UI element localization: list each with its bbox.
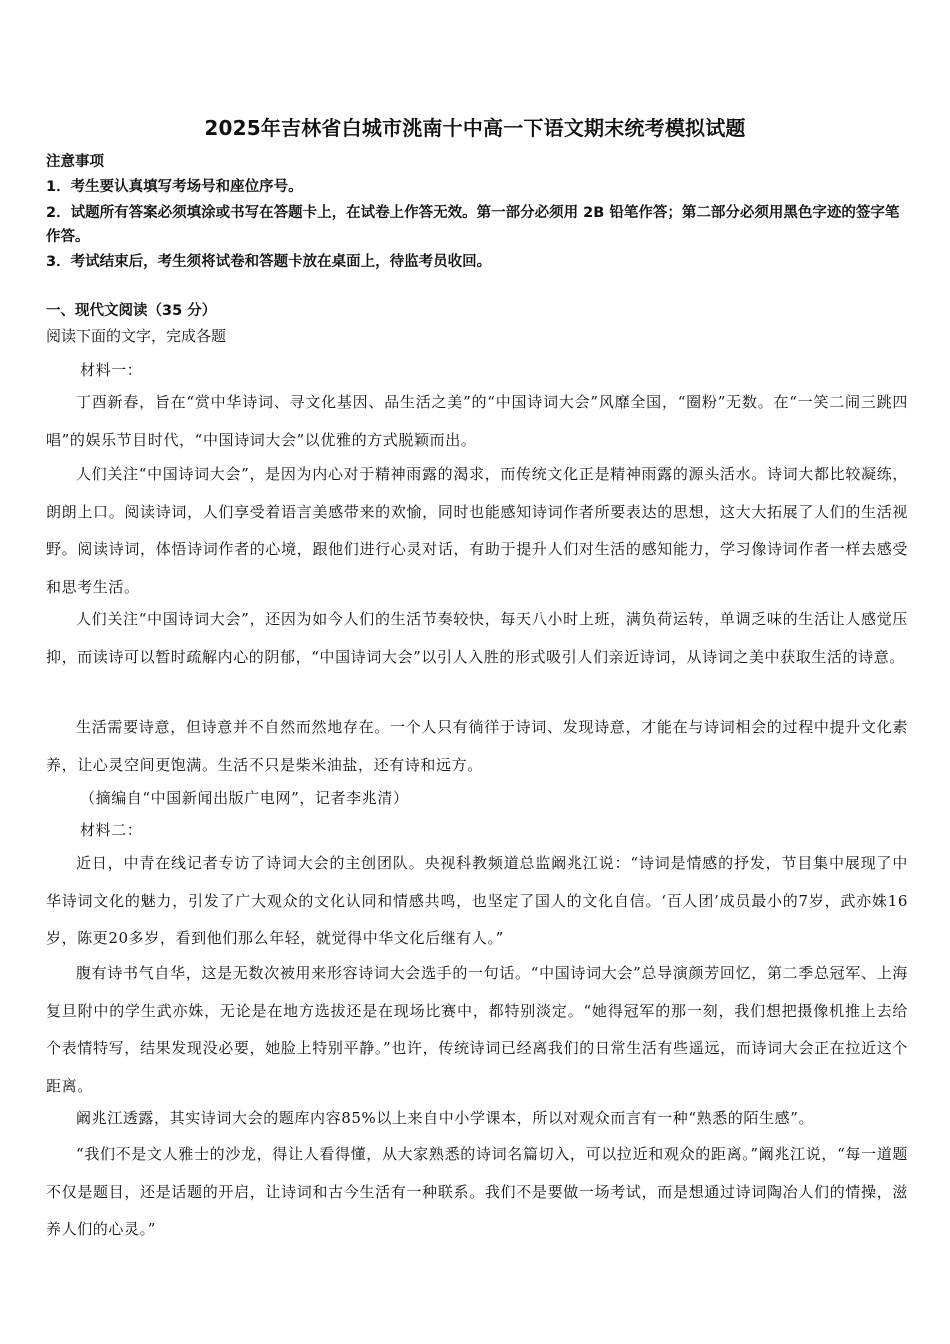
material-2-paragraph: 阚兆江透露，其实诗词大会的题库内容85%以上来自中小学课本，所以对观众而言有一种“熟悉的陌生感”。: [76, 1109, 815, 1127]
material-1-paragraph: 人们关注“中国诗词大会”，是因为内心对于精神雨露的渴求，而传统文化正是精神雨露的源头活水。诗词大都比较凝练，朗朗上口。阅读诗词，人们享受着语言美感带来的欢愉，同时也能感知诗词作者所要表达的思想，这大大拓展了人们的生活视野。阅读诗词，体悟诗词作者的心境，跟他们进行心灵对话，有助于提升人们对生活的感知能力，学习像诗词作者一样去感受和思考生活。: [46, 465, 908, 596]
notice-item-2: 2．试题所有答案必须填涂或书写在答题卡上，在试卷上作答无效。第一部分必须用 2B 铅笔作答；第二部分必须用黑色字迹的签字笔作答。: [46, 205, 900, 245]
notice-item-3: 3．考试结束后，考生须将试卷和答题卡放在桌面上，待监考员收回。: [46, 254, 492, 270]
page-title: 2025年吉林省白城市洮南十中高一下语文期末统考模拟试题: [204, 116, 746, 140]
reading-instruction: 阅读下面的文字，完成各题: [46, 327, 227, 345]
material-2-label: 材料二：: [80, 821, 143, 839]
material-2-paragraph: 腹有诗书气自华，这是无数次被用来形容诗词大会选手的一句话。“中国诗词大会”总导演颜芳回忆，第二季总冠军、上海复旦附中的学生武亦姝，无论是在地方选拔还是在现场比赛中，都特别淡定。“她得冠军的那一刻，我们想把摄像机推上去给个表情特写，结果发现没必要，她脸上特别平静。”也许，传统诗词已经离我们的日常生活有些遥远，而诗词大会正在拉近这个距离。: [46, 964, 908, 1095]
section-heading: 一、现代文阅读（35 分）: [46, 303, 217, 319]
material-1-label: 材料一：: [80, 361, 143, 379]
material-1-source: （摘编自“中国新闻出版广电网”，记者李兆清）: [80, 789, 409, 807]
material-1-paragraph: 人们关注“中国诗词大会”，还因为如今人们的生活节奏较快，每天八小时上班，满负荷运转，单调乏味的生活让人感觉压抑，而读诗可以暂时疏解内心的阴郁，“中国诗词大会”以引人入胜的形式吸引人们亲近诗词，从诗词之美中获取生活的诗意。: [46, 610, 908, 666]
material-1-paragraph: 生活需要诗意，但诗意并不自然而然地存在。一个人只有徜徉于诗词、发现诗意，才能在与诗词相会的过程中提升文化素养，让心灵空间更饱满。生活不只是柴米油盐，还有诗和远方。: [46, 718, 908, 774]
material-2-paragraph: “我们不是文人雅士的沙龙，得让人看得懂，从大家熟悉的诗词名篇切入，可以拉近和观众的距离。”阚兆江说，“每一道题不仅是题目，还是话题的开启，让诗词和古今生活有一种联系。我们不是要做一场考试，而是想通过诗词陶冶人们的情操，滋养人们的心灵。”: [46, 1145, 908, 1239]
notice-item-1: 1．考生要认真填写考场号和座位序号。: [46, 179, 303, 195]
material-2-paragraph: 近日，中青在线记者专访了诗词大会的主创团队。央视科教频道总监阚兆江说：“诗词是情感的抒发，节目集中展现了中华诗词文化的魅力，引发了广大观众的文化认同和情感共鸣，也坚定了国人的文化自信。‘百人团’成员最小的7岁，武亦姝16岁，陈更20多岁，看到他们那么年轻，就觉得中华文化后继有人。”: [46, 854, 908, 948]
notice-heading: 注意事项: [46, 154, 104, 170]
material-1-paragraph: 丁酉新春，旨在“赏中华诗词、寻文化基因、品生活之美”的“中国诗词大会”风靡全国，“圈粉”无数。在“一笑二闹三跳四唱”的娱乐节目时代，“中国诗词大会”以优雅的方式脱颖而出。: [46, 393, 908, 449]
